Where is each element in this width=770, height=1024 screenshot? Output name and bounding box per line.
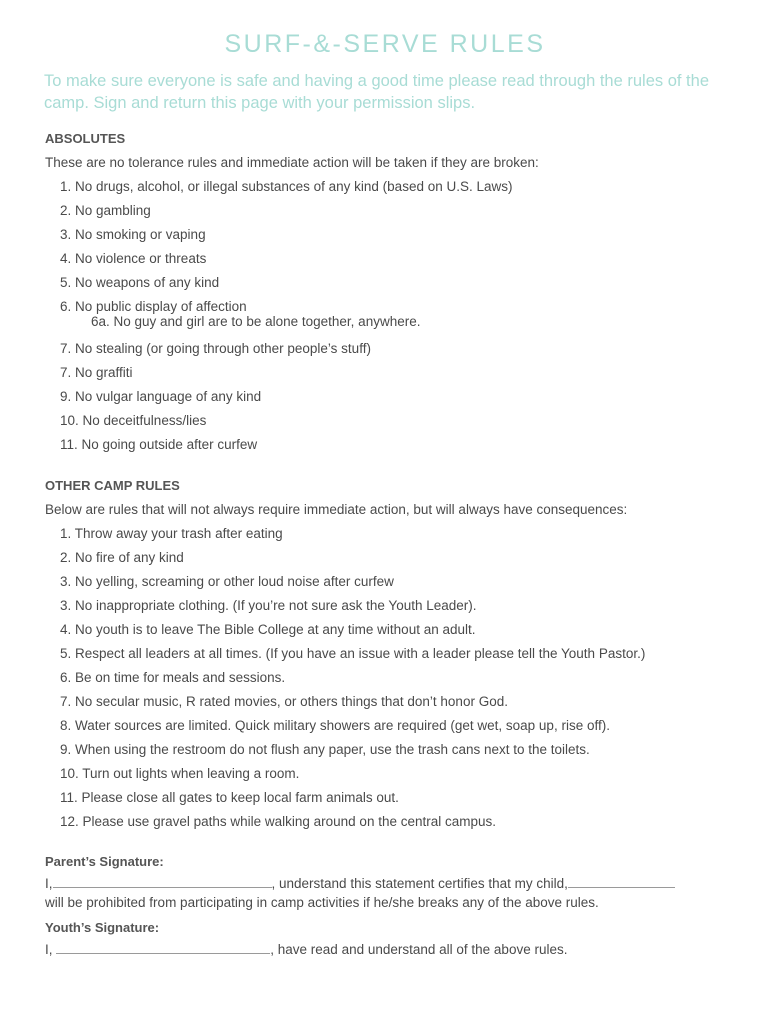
child-name-field[interactable] — [568, 874, 675, 888]
absolute-rule-5: 5. No weapons of any kind — [60, 275, 220, 290]
absolute-rule-7: 7. No stealing (or going through other people’s stuff) — [60, 341, 371, 356]
other-rule-4: 3. No inappropriate clothing. (If you’re not sure ask the Youth Leader). — [60, 598, 477, 613]
youth-statement: , have read and understand all of the above rules. — [270, 942, 568, 957]
other-rule-1: 1. Throw away your trash after eating — [60, 526, 283, 541]
parent-statement: , understand this statement certifies that my child, — [271, 876, 568, 891]
parent-prefix: I, — [45, 876, 53, 891]
absolutes-heading: ABSOLUTES — [45, 131, 126, 146]
absolutes-section — [45, 127, 735, 457]
absolute-rule-6: 6. No public display of affection — [60, 299, 247, 314]
other-rules-list — [45, 522, 735, 834]
other-rule-2: 2. No fire of any kind — [60, 550, 184, 565]
absolute-rule-4: 4. No violence or threats — [60, 251, 207, 266]
absolute-rule-1: 1. No drugs, alcohol, or illegal substances of any kind (based on U.S. Laws) — [60, 179, 513, 194]
absolute-rule-3: 3. No smoking or vaping — [60, 227, 206, 242]
absolute-rule-10: 10. No deceitfulness/lies — [60, 413, 207, 428]
other-rule-10: 9. When using the restroom do not flush any paper, use the trash cans next to the toilets. — [60, 742, 590, 757]
parent-signature-section — [45, 850, 735, 912]
intro-text: To make sure everyone is safe and having a good time please read through the rules of the camp. Sign and return this page with your permission slips. — [44, 72, 709, 112]
youth-prefix: I, — [45, 942, 57, 957]
other-rule-13: 12. Please use gravel paths while walking around on the central campus. — [60, 814, 497, 829]
absolutes-lead: These are no tolerance rules and immediate action will be taken if they are broken: — [45, 155, 539, 170]
other-rule-7: 6. Be on time for meals and sessions. — [60, 670, 286, 685]
other-rule-6: 5. Respect all leaders at all times. (If you have an issue with a leader please tell the Youth Pastor.) — [60, 646, 646, 661]
other-rules-section — [45, 474, 735, 834]
other-rules-heading: OTHER CAMP RULES — [45, 478, 180, 493]
other-rule-3: 3. No yelling, screaming or other loud noise after curfew — [60, 574, 394, 589]
youth-signature-line — [45, 940, 735, 959]
absolute-rule-6a: 6a. No guy and girl are to be alone together, anywhere. — [91, 314, 421, 329]
other-rule-12: 11. Please close all gates to keep local farm animals out. — [60, 790, 399, 805]
youth-signature-section — [45, 916, 735, 959]
other-rule-8: 7. No secular music, R rated movies, or others things that don’t honor God. — [60, 694, 508, 709]
other-rules-lead: Below are rules that will not always require immediate action, but will always have consequences: — [45, 502, 628, 517]
page-title: SURF-&-SERVE RULES — [224, 30, 546, 58]
parent-statement-line2: will be prohibited from participating in camp activities if he/she breaks any of the above rules. — [45, 895, 599, 910]
parent-signature-line — [45, 874, 735, 893]
absolutes-list — [45, 175, 735, 457]
absolute-rule-11: 11. No going outside after curfew — [60, 437, 258, 452]
other-rule-9: 8. Water sources are limited. Quick military showers are required (get wet, soap up, rise off). — [60, 718, 610, 733]
youth-name-field[interactable] — [56, 940, 270, 954]
absolute-rule-9: 9. No vulgar language of any kind — [60, 389, 262, 404]
absolute-rule-8: 7. No graffiti — [60, 365, 133, 380]
parent-name-field[interactable] — [53, 874, 272, 888]
other-rule-5: 4. No youth is to leave The Bible College at any time without an adult. — [60, 622, 476, 637]
youth-signature-heading: Youth’s Signature: — [45, 920, 160, 935]
other-rule-11: 10. Turn out lights when leaving a room. — [60, 766, 300, 781]
parent-signature-heading: Parent’s Signature: — [45, 854, 164, 869]
absolute-rule-2: 2. No gambling — [60, 203, 151, 218]
